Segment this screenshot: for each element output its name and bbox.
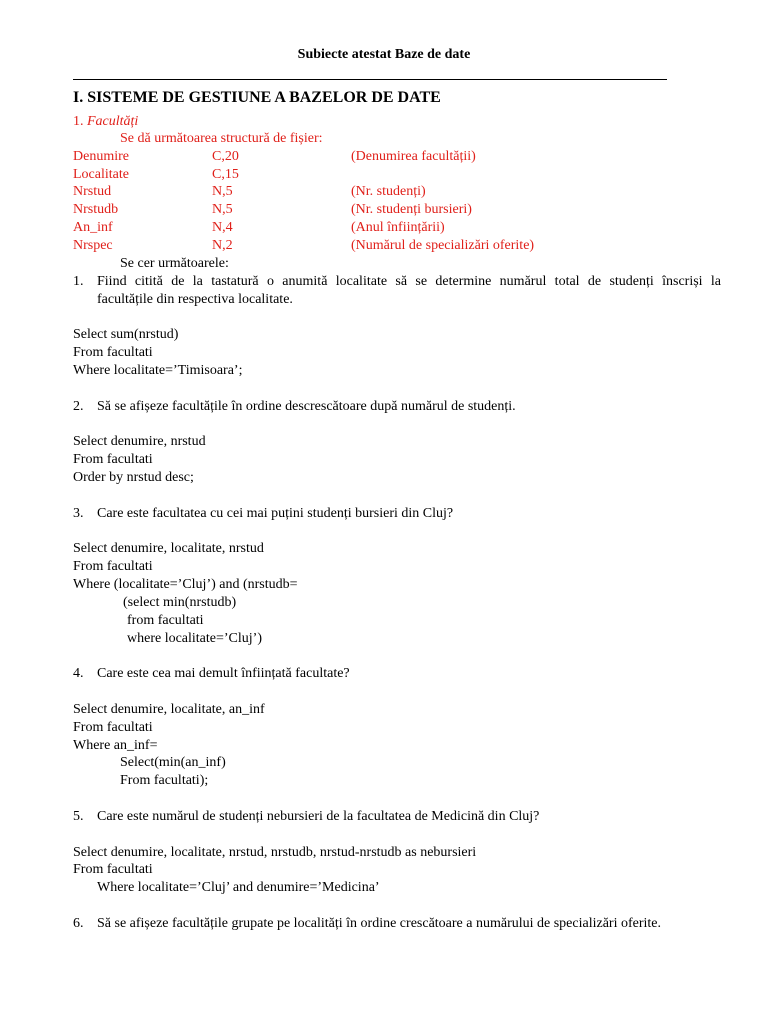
sql-line: Where an_inf= bbox=[73, 738, 158, 753]
field-desc: (Numărul de specializări oferite) bbox=[351, 238, 535, 253]
field-name: Nrstud bbox=[73, 184, 112, 199]
sql-line: From facultati); bbox=[120, 773, 209, 788]
structure-intro: Se dă următoarea structură de fișier: bbox=[120, 131, 323, 146]
subject-number: 1. bbox=[73, 114, 84, 129]
question-number: 1. bbox=[73, 274, 84, 289]
field-name: Nrspec bbox=[73, 238, 113, 253]
sql-line: Where localitate=’Timisoara’; bbox=[73, 363, 243, 378]
sql-line: From facultati bbox=[73, 862, 153, 877]
question-text: Fiind citită de la tastatură o anumită localitate să se determine numărul total de studenți înscriși la bbox=[97, 274, 721, 289]
sql-line: From facultati bbox=[73, 345, 153, 360]
title-divider bbox=[73, 79, 667, 80]
sql-line: where localitate=’Cluj’) bbox=[127, 631, 263, 646]
field-type: N,4 bbox=[212, 220, 233, 235]
question-text: Care este facultatea cu cei mai puțini studenți bursieri din Cluj? bbox=[97, 506, 454, 521]
field-name: Nrstudb bbox=[73, 202, 119, 217]
sql-line: (select min(nrstudb) bbox=[123, 595, 237, 610]
sql-line: from facultati bbox=[127, 613, 204, 628]
field-name: Localitate bbox=[73, 167, 129, 182]
field-desc: (Nr. studenți bursieri) bbox=[351, 202, 472, 217]
field-desc: (Nr. studenți) bbox=[351, 184, 426, 199]
sql-line: From facultati bbox=[73, 452, 153, 467]
question-text: Să se afișeze facultățile grupate pe localități în ordine crescătoare a numărului de specializări oferite. bbox=[97, 916, 661, 931]
question-text: Care este cea mai demult înființată facultate? bbox=[97, 666, 350, 681]
field-type: N,2 bbox=[212, 238, 233, 253]
sql-line: Select denumire, localitate, an_inf bbox=[73, 702, 265, 717]
section-heading: I. SISTEME DE GESTIUNE A BAZELOR DE DATE bbox=[73, 89, 441, 106]
sql-line: From facultati bbox=[73, 559, 153, 574]
sql-line: Where localitate=’Cluj’ and denumire=’Medicina’ bbox=[97, 880, 380, 895]
sql-line: From facultati bbox=[73, 720, 153, 735]
field-desc: (Denumirea facultății) bbox=[351, 149, 476, 164]
field-name: Denumire bbox=[73, 149, 129, 164]
field-type: C,15 bbox=[212, 167, 239, 182]
sql-line: Select denumire, localitate, nrstud bbox=[73, 541, 264, 556]
sql-line: Select denumire, nrstud bbox=[73, 434, 206, 449]
sql-line: Select sum(nrstud) bbox=[73, 327, 179, 342]
question-text: facultățile din respectiva localitate. bbox=[97, 292, 293, 307]
field-type: N,5 bbox=[212, 184, 233, 199]
sql-line: Order by nrstud desc; bbox=[73, 470, 194, 485]
question-text: Care este numărul de studenți nebursieri de la facultatea de Medicină din Cluj? bbox=[97, 809, 540, 824]
sql-line: Select(min(an_inf) bbox=[120, 755, 226, 770]
field-desc: (Anul înființării) bbox=[351, 220, 445, 235]
question-number: 4. bbox=[73, 666, 84, 681]
question-number: 2. bbox=[73, 399, 84, 414]
document-title: Subiecte atestat Baze de date bbox=[297, 47, 471, 62]
question-text: Să se afișeze facultățile în ordine descrescătoare după numărul de studenți. bbox=[97, 399, 516, 414]
question-number: 3. bbox=[73, 506, 84, 521]
sql-line: Select denumire, localitate, nrstud, nrstudb, nrstud-nrstudb as nebursieri bbox=[73, 845, 477, 860]
subject-name: Facultăți bbox=[87, 114, 139, 129]
question-number: 6. bbox=[73, 916, 84, 931]
sql-line: Where (localitate=’Cluj’) and (nrstudb= bbox=[73, 577, 298, 592]
field-name: An_inf bbox=[73, 220, 113, 235]
field-type: C,20 bbox=[212, 149, 239, 164]
field-type: N,5 bbox=[212, 202, 233, 217]
requirements-intro: Se cer următoarele: bbox=[120, 256, 229, 271]
question-number: 5. bbox=[73, 809, 84, 824]
